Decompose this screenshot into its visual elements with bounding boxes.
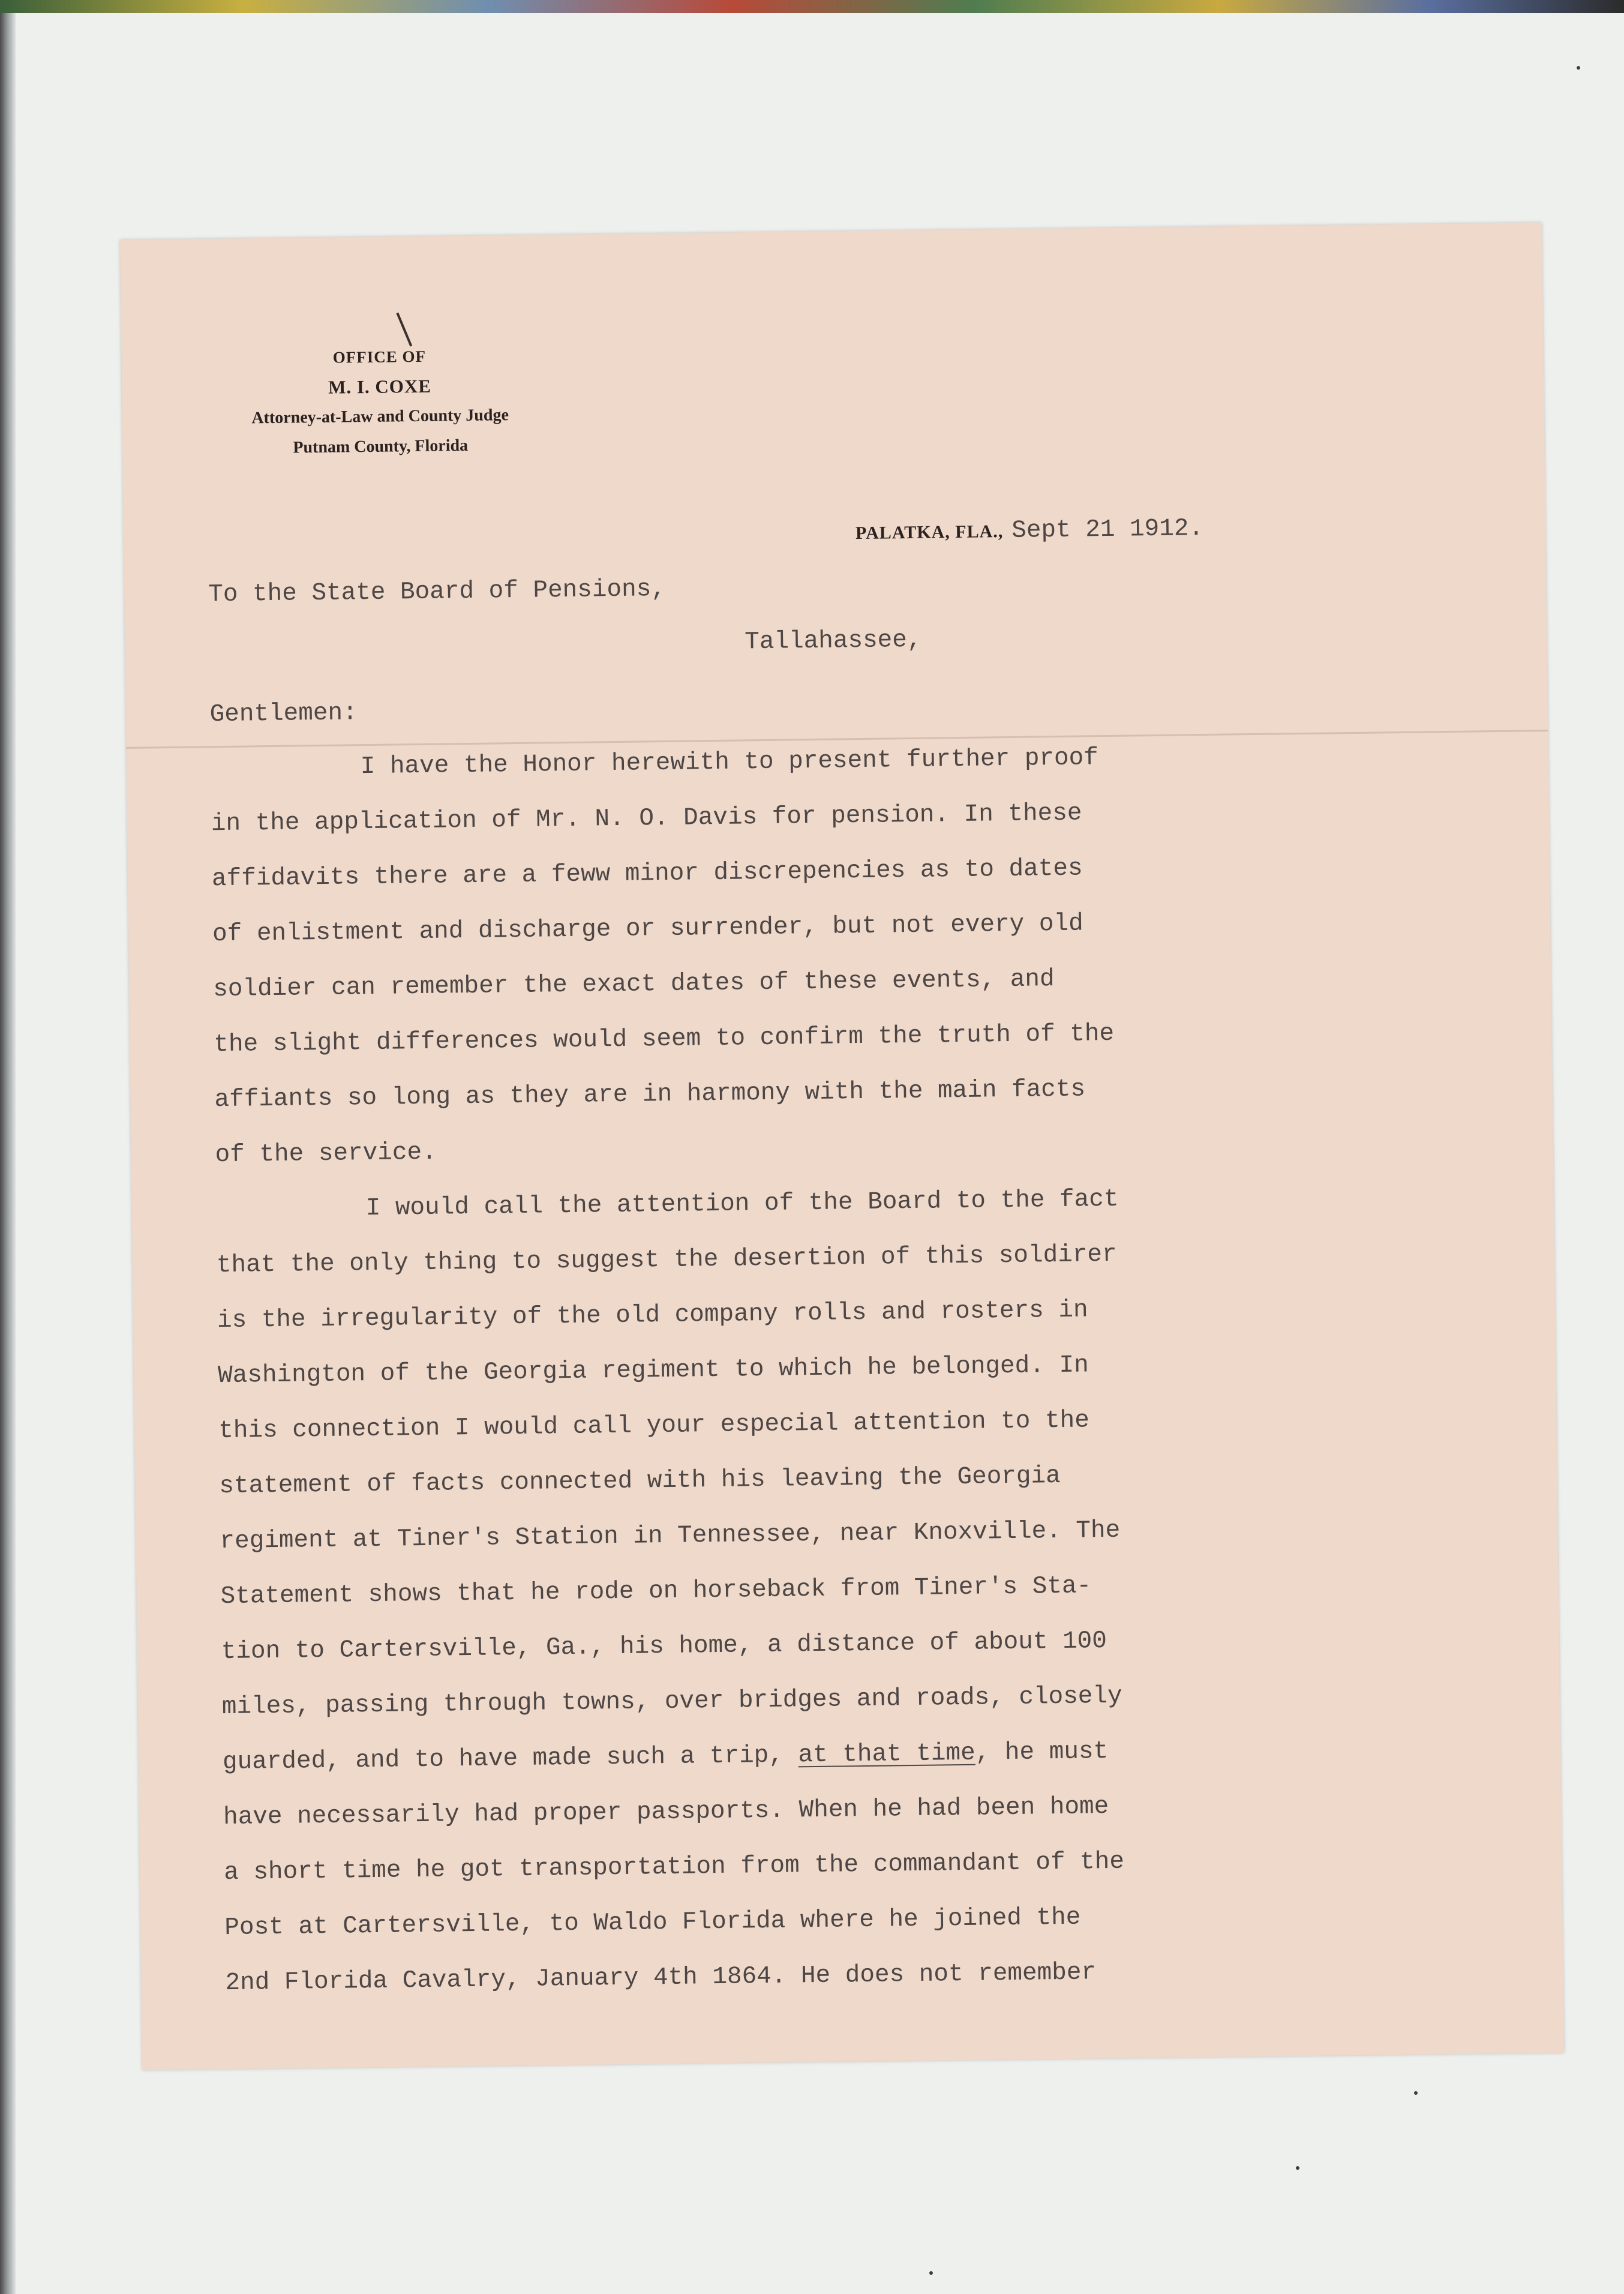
body-line: statement of facts connected with his leaving the Georgia — [219, 1462, 1061, 1501]
dateline-date: Sept 21 1912. — [1011, 514, 1204, 545]
body-line: I have the Honor herewith to present further proof — [360, 744, 1099, 781]
dateline — [855, 515, 1204, 547]
body-line: Statement shows that he rode on horseback from Tiner's Sta- — [220, 1572, 1092, 1611]
body-line: the slight differences would seem to confirm the truth of the — [214, 1019, 1115, 1059]
body-line: affidavits there are a feww minor discrepencies as to dates — [211, 854, 1083, 893]
line-text: guarded, and to have made such a trip, — [222, 1741, 799, 1777]
body-line: miles, passing through towns, over bridges and roads, closely — [221, 1682, 1122, 1722]
body-line: a short time he got transportation from the commandant of the — [223, 1848, 1125, 1887]
letterhead-county: Putnam County, Florida — [293, 436, 469, 457]
letterhead — [199, 340, 560, 464]
body-line: of enlistment and discharge or surrender, but not every old — [212, 910, 1083, 949]
scan-speck — [1296, 2166, 1299, 2170]
scan-top-edge — [0, 0, 1624, 13]
body-line: that the only thing to suggest the desertion of this soldirer — [216, 1240, 1117, 1280]
letterhead-name: M. I. COXE — [328, 375, 432, 398]
scan-speck — [1577, 66, 1580, 70]
scan-left-edge — [0, 13, 16, 2294]
letterhead-title: Attorney-at-Law and County Judge — [251, 406, 509, 428]
body-line: this connection I would call your especial attention to the — [218, 1407, 1090, 1446]
line-text: , he must — [975, 1738, 1109, 1767]
recipient-city: Tallahassee, — [744, 626, 922, 656]
body-line: have necessarily had proper passports. When he had been home — [223, 1793, 1109, 1832]
salutation: Gentlemen: — [209, 699, 358, 729]
body-line: in the application of Mr. N. O. Davis for pension. In these — [211, 799, 1082, 838]
letter-page — [120, 223, 1564, 2070]
recipient-line: To the State Board of Pensions, — [208, 575, 667, 609]
body-line: I would call the attention of the Board to the fact — [365, 1185, 1119, 1223]
paper-fold-line — [126, 730, 1548, 749]
body-line — [223, 1738, 1109, 1776]
letterhead-office: OFFICE OF — [332, 347, 427, 367]
underlined-phrase: at that time — [798, 1739, 976, 1770]
body-line: regiment at Tiner's Station in Tennessee, near Knoxville. The — [220, 1516, 1121, 1556]
dateline-place: PALATKA, FLA., — [855, 521, 1004, 544]
body-line: of the service. — [215, 1138, 437, 1170]
body-line: 2nd Florida Cavalry, January 4th 1864. He does not remember — [225, 1959, 1097, 1998]
body-line: is the irregularity of the old company rolls and rosters in — [217, 1296, 1088, 1335]
body-line: affiants so long as they are in harmony with the main facts — [214, 1075, 1086, 1114]
body-line: soldier can remember the exact dates of these events, and — [212, 965, 1055, 1004]
scan-speck — [1414, 2091, 1418, 2095]
scan-speck — [929, 2271, 933, 2275]
body-line: tion to Cartersville, Ga., his home, a distance of about 100 — [221, 1627, 1107, 1666]
body-line: Post at Cartersville, to Waldo Florida where he joined the — [224, 1903, 1081, 1942]
body-line: Washington of the Georgia regiment to which he belonged. In — [217, 1351, 1089, 1390]
